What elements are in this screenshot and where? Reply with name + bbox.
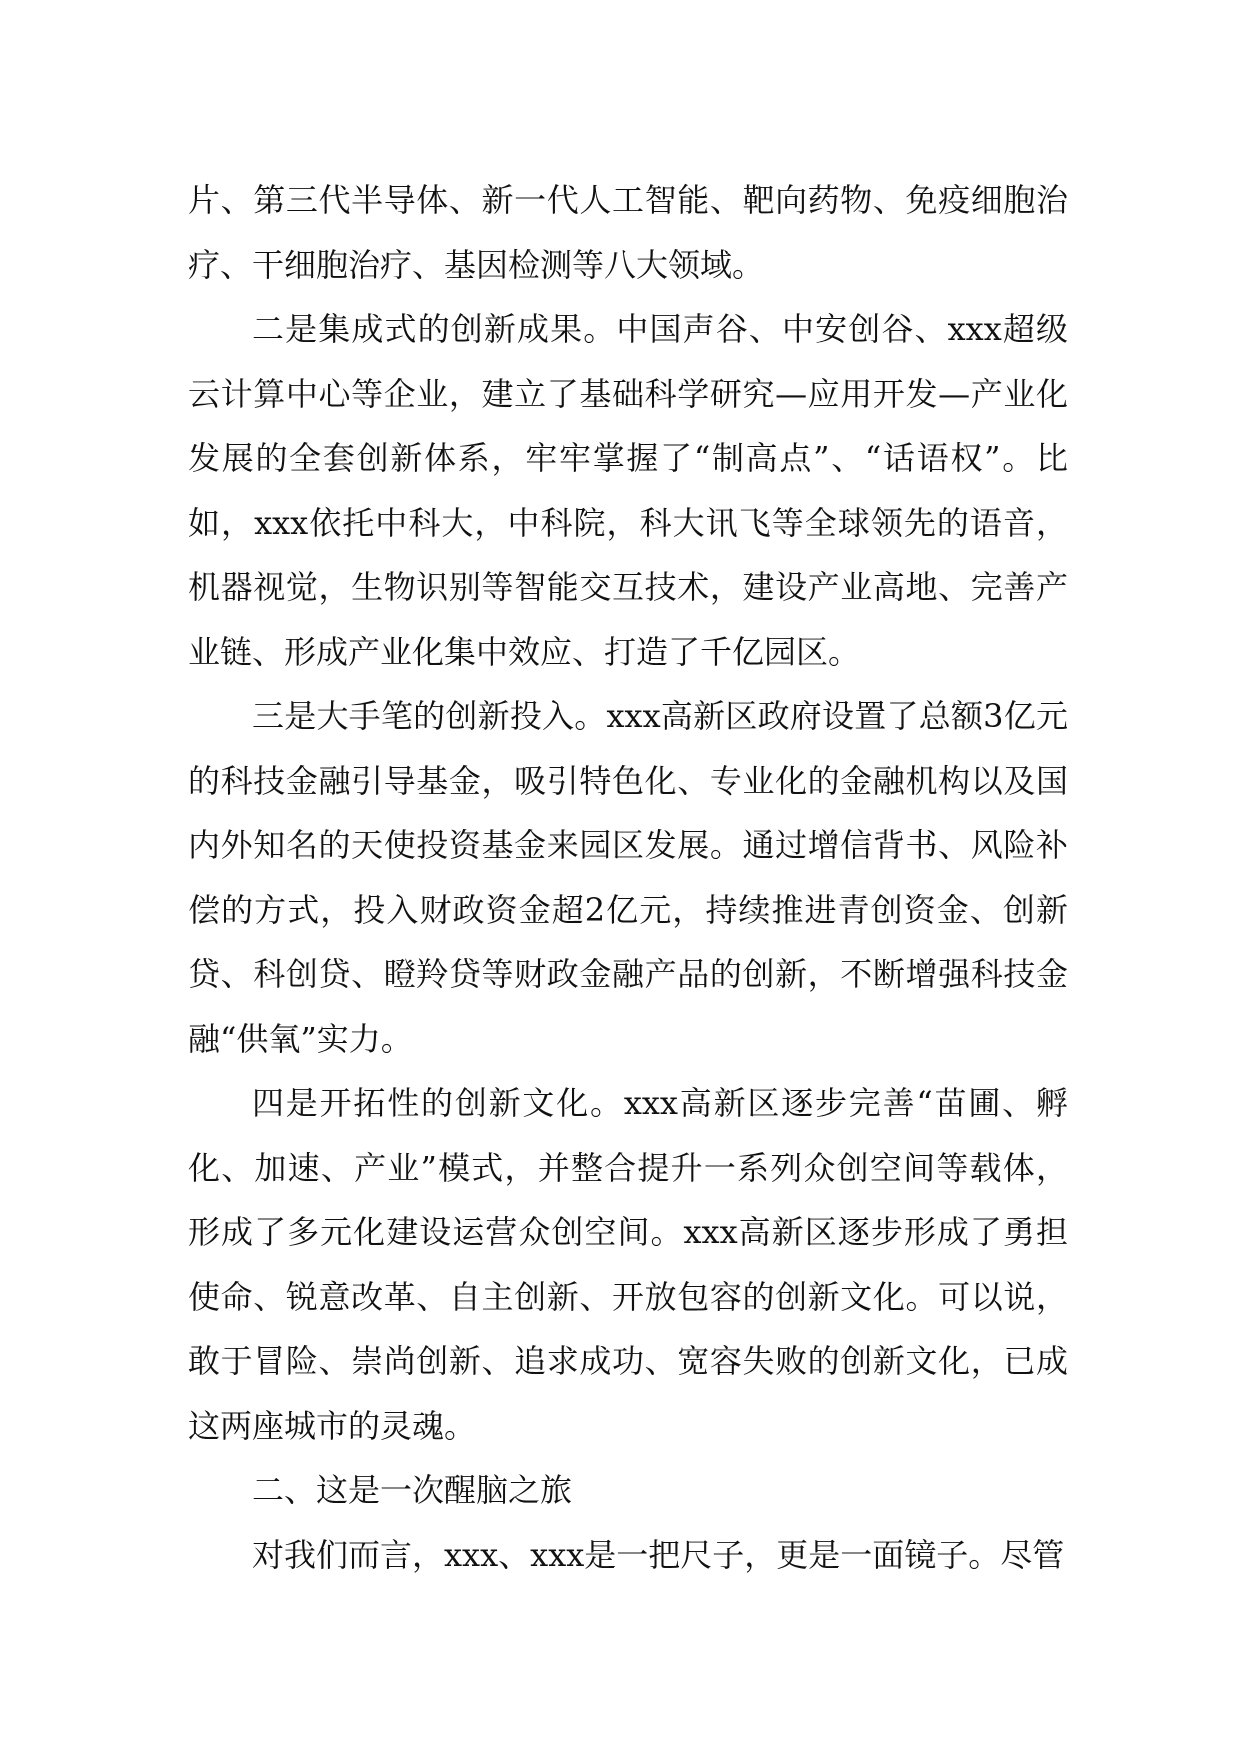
paragraph-innovation-achievements: 二是集成式的创新成果。中国声谷、中安创谷、xxx超级云计算中心等企业，建立了基础科学研究—应用开发—产业化发展的全套创新体系，牢牢掌握了“制高点”、“话语权”。比如，xxx依托中科大，中科院，科大讯飞等全球领先的语音，机器视觉，生物识别等智能交互技术，建设产业高地、完善产业链、形成产业化集中效应、打造了千亿园区。 [188, 310, 1068, 671]
section-heading: 二、这是一次醒脑之旅 [252, 1471, 573, 1509]
paragraph-reflection: 对我们而言，xxx、xxx是一把尺子，更是一面镜子。尽管 [252, 1535, 1065, 1574]
paragraph-innovation-culture: 四是开拓性的创新文化。xxx高新区逐步完善“苗圃、孵化、加速、产业”模式，并整合提升一系列众创空间等载体，形成了多元化建设运营众创空间。xxx高新区逐步形成了勇担使命、锐意改革、自主创新、开放包容的创新文化。可以说，敢于冒险、崇尚创新、追求成功、宽容失败的创新文化，已成这两座城市的灵魂。 [188, 1084, 1068, 1445]
paragraph-continuation: 片、第三代半导体、新一代人工智能、靶向药物、免疫细胞治疗、干细胞治疗、基因检测等八大领域。 [188, 181, 1068, 284]
paragraph-innovation-investment: 三是大手笔的创新投入。xxx高新区政府设置了总额3亿元的科技金融引导基金，吸引特色化、专业化的金融机构以及国内外知名的天使投资基金来园区发展。通过增信背书、风险补偿的方式，投入财政资金超2亿元，持续推进青创资金、创新贷、科创贷、瞪羚贷等财政金融产品的创新，不断增强科技金融“供氧”实力。 [188, 697, 1068, 1058]
document-body [188, 168, 1068, 1587]
